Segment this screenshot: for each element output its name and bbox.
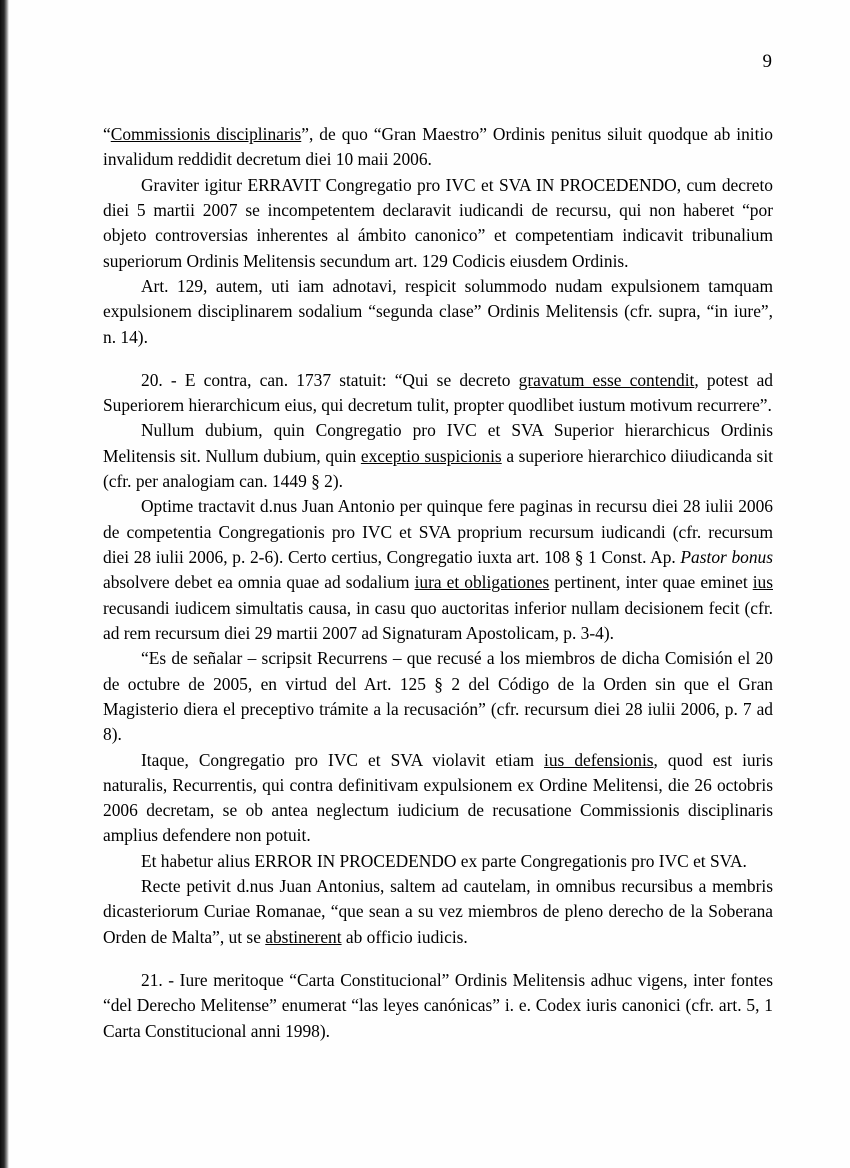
- underlined-text: iura et obligationes: [414, 572, 550, 593]
- text-run: Art. 129, autem, uti iam adnotavi, respicit solummodo nudam expulsionem tamquam expulsionem disciplinarem sodalium “segunda clase” Ordinis Melitensis (cfr. supra, “in iure”, n. 14).: [103, 275, 773, 347]
- paragraph: [103, 368, 773, 419]
- underlined-text: abstinerent: [265, 926, 342, 947]
- text-run: pertinent, inter quae eminet: [549, 572, 753, 593]
- page-number: 9: [762, 51, 772, 72]
- text-run: ”, de quo “Gran Maestro” Ordinis penitus siluit quodque ab initio invalidum reddidit decretum diei 10 maii 2006.: [103, 124, 773, 170]
- paragraph: [103, 494, 773, 646]
- document-body: [103, 122, 773, 1044]
- italic-text: Pastor bonus: [680, 547, 773, 567]
- text-run: , quod est iuris naturalis, Recurrentis, qui contra definitivam expulsionem ex Ordine Melitensi, die 26 octobris 2006 decretam, se ob antea neglectum iudicium de recusatione Commissionis disciplinaris amplius defendere non potuit.: [103, 749, 773, 846]
- text-run: recusandi iudicem simultatis causa, in casu quo auctoritas inferior nullam decisionem fecit (cfr. ad rem recursum diei 29 martii 2007 ad Signaturam Apostolicam, p. 3-4).: [103, 597, 773, 643]
- paragraph: [103, 874, 773, 950]
- paragraph: [103, 418, 773, 494]
- text-run: Itaque, Congregatio pro IVC et SVA violavit etiam: [141, 749, 545, 770]
- paragraph: [103, 173, 773, 274]
- paragraph: [103, 122, 773, 173]
- underlined-text: gravatum esse contendit: [518, 369, 695, 390]
- text-run: “Es de señalar – scripsit Recurrens – que recusé a los miembros de dicha Comisión el 20 de octubre de 2005, en virtud del Art. 125 § 2 del Código de la Orden sin que el Gran Magisterio diera el preceptivo trámite a la recusación” (cfr. recursum diei 28 iulii 2006, p. 7 ad 8).: [103, 648, 773, 745]
- underlined-text: ius: [752, 572, 773, 593]
- underlined-text: exceptio suspicionis: [360, 445, 502, 466]
- paragraph: [103, 748, 773, 849]
- paragraph: [103, 968, 773, 1044]
- text-run: 20. - E contra, can. 1737 statuit: “Qui se decreto: [141, 369, 519, 390]
- text-run: Optime tractavit d.nus Juan Antonio per quinque fere paginas in recursu diei 28 iulii 2006 de competentia Congregationis pro IVC et SVA proprium recursum iudicandi (cfr. recursum diei 28 iulii 2006, p. 2-6). Certo certius, Congregatio iuxta art. 108 § 1 Const. Ap.: [103, 496, 773, 567]
- scan-edge-artifact: [0, 0, 9, 1168]
- text-run: , potest ad Superiorem hierarchicum eius, qui decretum tulit, propter quodlibet iustum motivum recurrere”.: [103, 369, 774, 416]
- underlined-text: Commissionis disciplinaris: [110, 124, 302, 144]
- text-run: Graviter igitur ERRAVIT Congregatio pro IVC et SVA IN PROCEDENDO, cum decreto diei 5 martii 2007 se incompetentem declaravit iudicandi de recursu, qui non haberet “por objeto controversias inherentes al ámbito canonico” et competentiam indicavit tribunalium superiorum Ordinis Melitensis secundum art. 129 Codicis eiusdem Ordinis.: [103, 174, 773, 271]
- paragraph: [103, 274, 773, 350]
- text-run: 21. - Iure meritoque “Carta Constitucional” Ordinis Melitensis adhuc vigens, inter fontes “del Derecho Melitense” enumerat “las leyes canónicas” i. e. Codex iuris canonici (cfr. art. 5, 1 Carta Constitucional anni 1998).: [103, 970, 773, 1041]
- text-run: “: [103, 124, 111, 144]
- paragraph: [103, 849, 773, 874]
- underlined-text: ius defensionis: [544, 749, 654, 770]
- text-run: Et habetur alius ERROR IN PROCEDENDO ex parte Congregationis pro IVC et SVA.: [141, 850, 747, 871]
- text-run: a superiore hierarchico diiudicanda sit (cfr. per analogiam can. 1449 § 2).: [103, 445, 773, 492]
- text-run: Nullum dubium, quin Congregatio pro IVC et SVA Superior hierarchicus Ordinis Melitensis sit. Nullum dubium, quin: [103, 420, 773, 466]
- paragraph: [103, 646, 773, 747]
- text-run: Recte petivit d.nus Juan Antonius, saltem ad cautelam, in omnibus recursibus a membris dicasteriorum Curiae Romanae, “que sean a su vez miembros de pleno derecho de la Soberana Orden de Malta”, ut se: [103, 876, 773, 947]
- text-run: absolvere debet ea omnia quae ad sodalium: [103, 572, 415, 593]
- text-run: ab officio iudicis.: [341, 926, 468, 947]
